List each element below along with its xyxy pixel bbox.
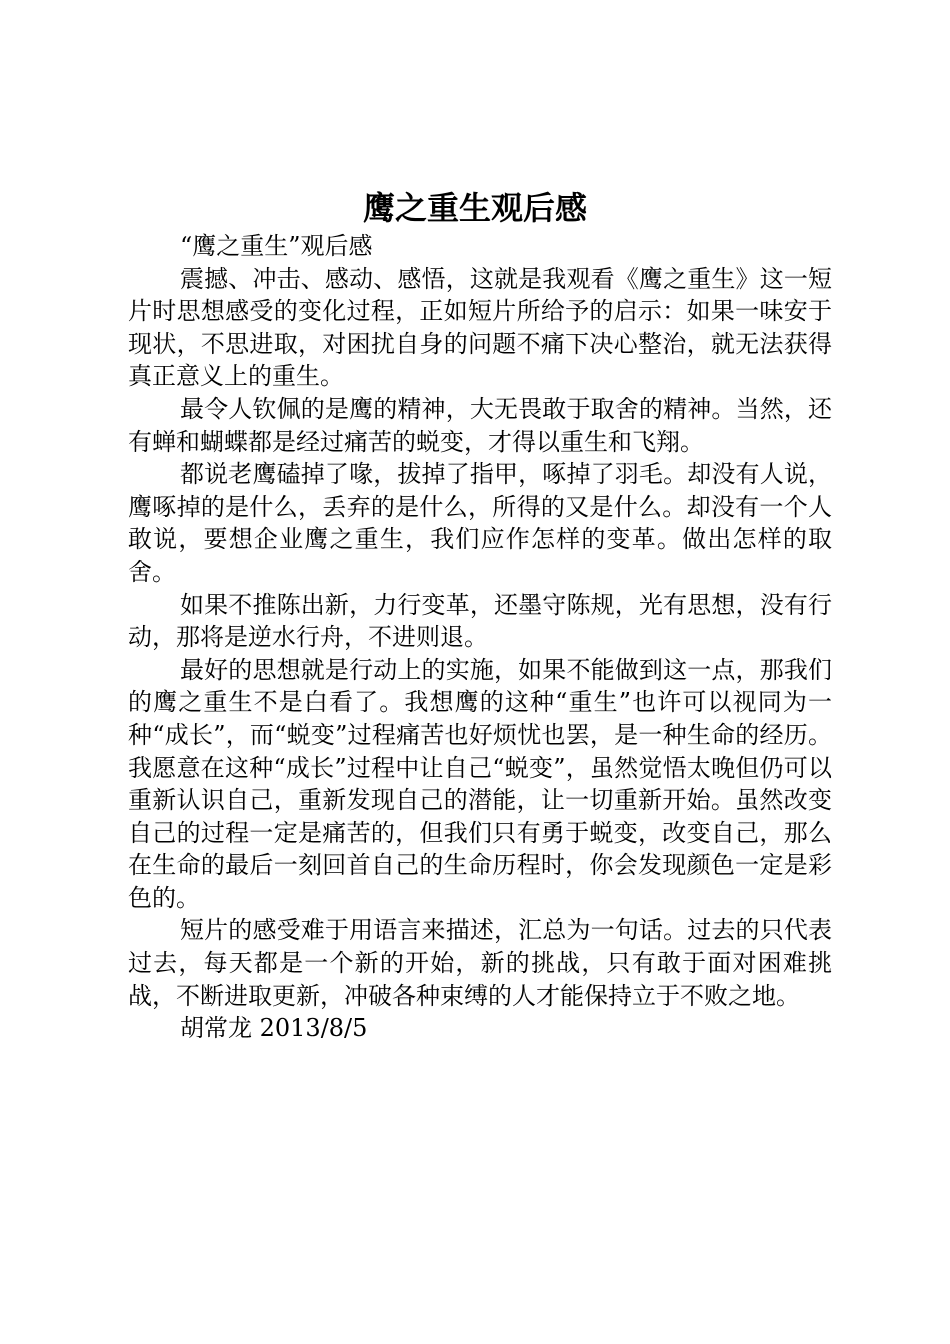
body-paragraph: 都说老鹰磕掉了喙，拔掉了指甲，啄掉了羽毛。却没有人说，鹰啄掉的是什么，丢弃的是什么，所得的又是什么。却没有一个人敢说，要想企业鹰之重生，我们应作怎样的变革。做出怎样的取舍。 [128,460,832,586]
document-title: 鹰之重生观后感 [362,189,587,227]
signature-line: 胡常龙 2013/8/5 [180,1014,368,1043]
body-paragraph: 震撼、冲击、感动、感悟，这就是我观看《鹰之重生》这一短片时思想感受的变化过程，正如短片所给予的启示：如果一味安于现状，不思进取，对困扰自身的问题不痛下决心整治，就无法获得真正意义上的重生。 [128,264,832,391]
body-paragraph: 如果不推陈出新，力行变革，还墨守陈规，光有思想，没有行动，那将是逆水行舟，不进则退。 [128,590,832,652]
document-body [128,230,832,1045]
subtitle-paragraph: “鹰之重生”观后感 [180,232,373,260]
body-paragraph: 最好的思想就是行动上的实施，如果不能做到这一点，那我们的鹰之重生不是白看了。我想鹰的这种“重生”也许可以视同为一种“成长”，而“蜕变”过程痛苦也好烦忧也罢，是一种生命的经历。我愿意在这种“成长”过程中让自己“蜕变”，虽然觉悟太晚但仍可以重新认识自己，重新发现自己的潜能，让一切重新开始。虽然改变自己的过程一定是痛苦的，但我们只有勇于蜕变，改变自己，那么在生命的最后一刻回首自己的生命历程时，你会发现颜色一定是彩色的。 [128,655,832,912]
body-paragraph: 最令人钦佩的是鹰的精神，大无畏敢于取舍的精神。当然，还有蝉和蝴蝶都是经过痛苦的蜕变，才得以重生和飞翔。 [128,394,832,456]
body-paragraph: 短片的感受难于用语言来描述，汇总为一句话。过去的只代表过去，每天都是一个新的开始，新的挑战，只有敢于面对困难挑战，不断进取更新，冲破各种束缚的人才能保持立于不败之地。 [128,916,832,1010]
